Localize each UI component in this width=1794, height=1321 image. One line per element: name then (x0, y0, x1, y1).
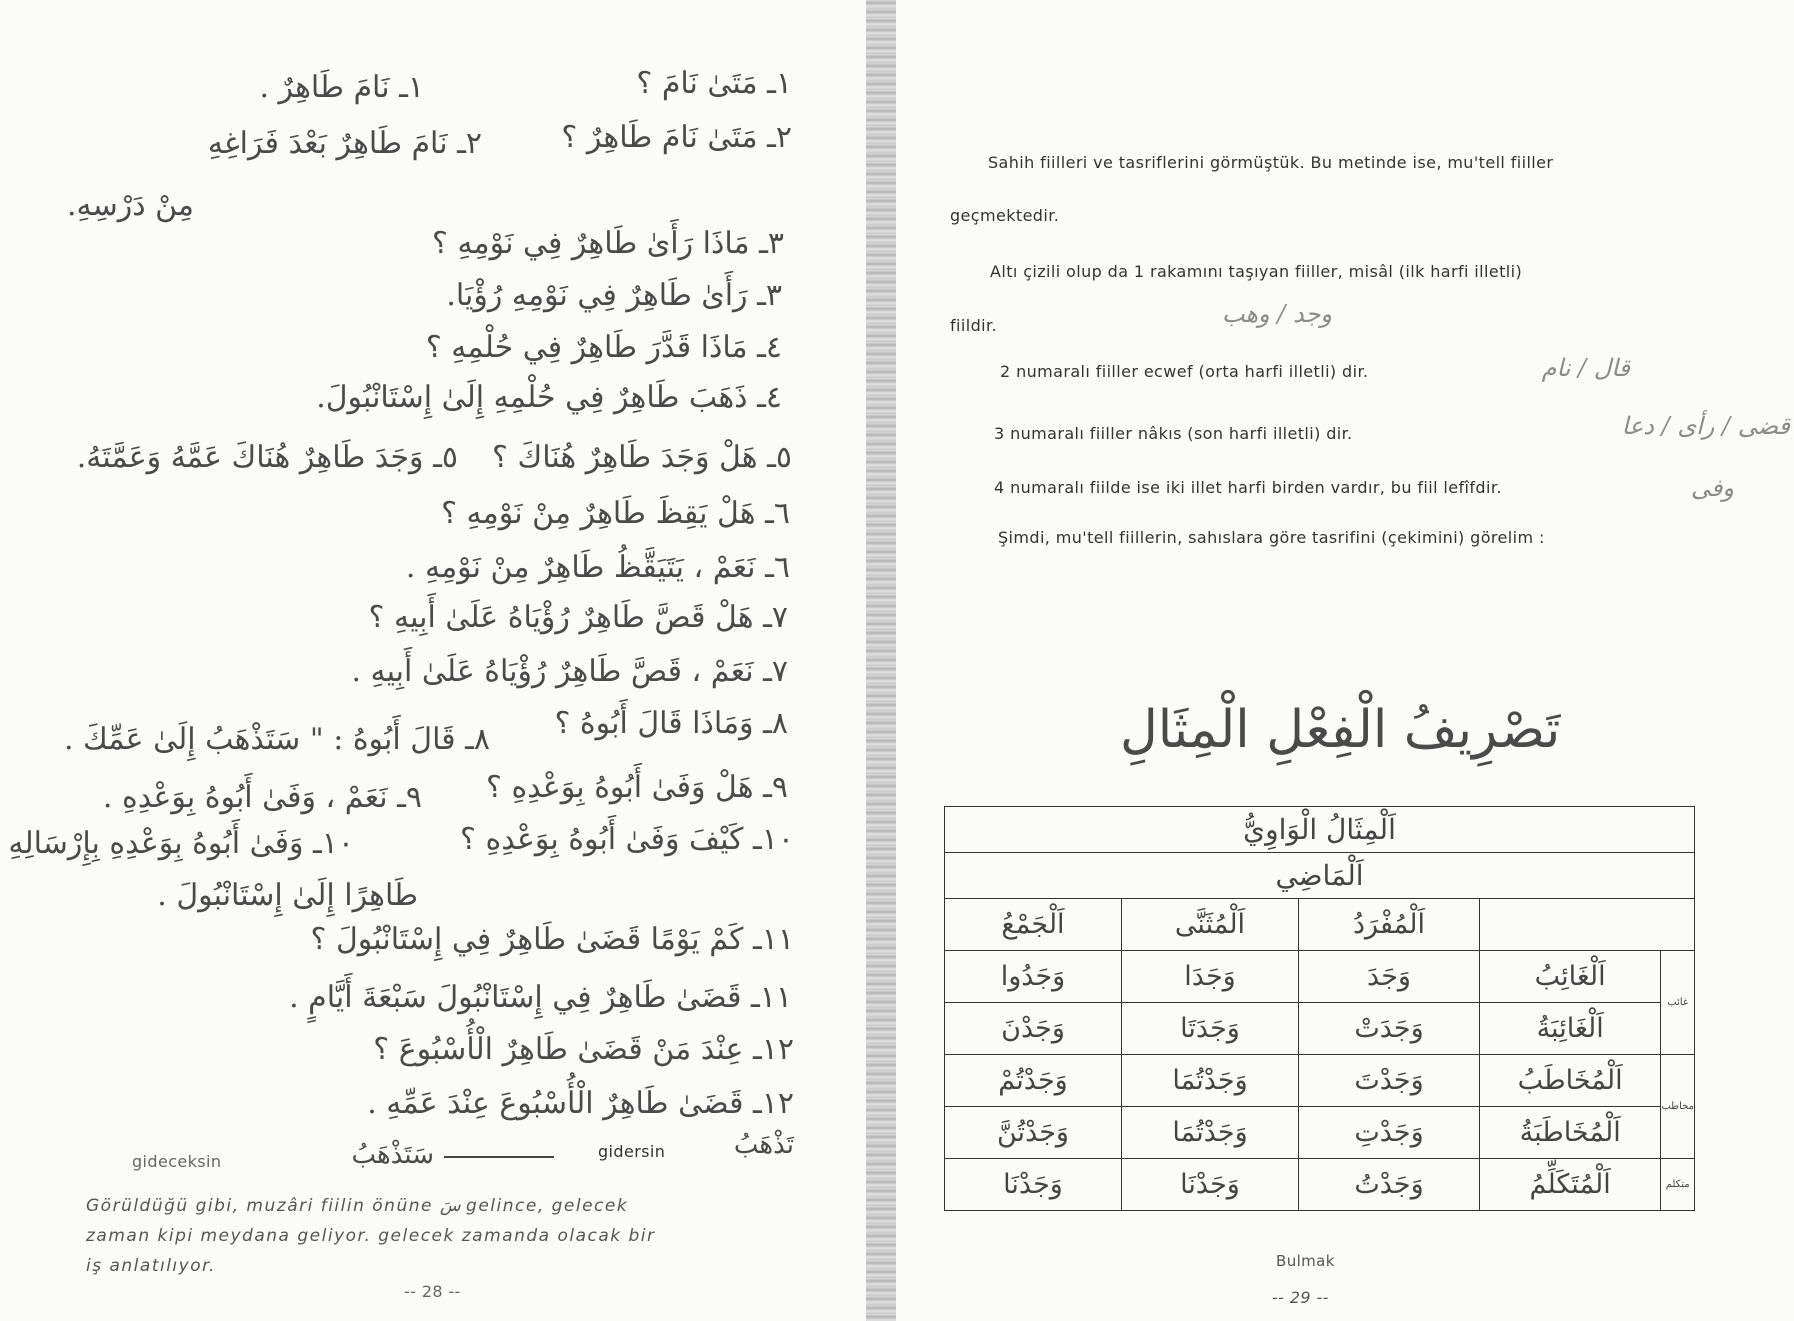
answer-line: ٥ـ وَجَدَ طَاهِرٌ هُنَاكَ عَمَّهُ وَعَمَّتَهُ. (76, 440, 458, 475)
question-line: ١٢ـ عِنْدَ مَنْ قَضَىٰ طَاهِرٌ الْأُسْبُوعَ ؟ (373, 1032, 794, 1067)
column-header-dual: اَلْمُثَنَّى (1122, 899, 1299, 951)
paragraph-line: 4 numaralı fiilde ise iki illet harfi birden vardır, bu fiil lefîfdir. (994, 478, 1502, 497)
page-number-right: -- 29 -- (1272, 1288, 1329, 1307)
table-cell: وَجَدْتُمَا (1122, 1055, 1299, 1107)
answer-line: ٢ـ نَامَ طَاهِرٌ بَعْدَ فَرَاغِهِ (207, 126, 482, 161)
note-line: iş anlatılıyor. (86, 1256, 216, 1276)
answer-line: طَاهِرًا إِلَىٰ إِسْتَانْبُولَ . (157, 878, 418, 913)
note-line: zaman kipi meydana geliyor. gelecek zamanda olacak bir (86, 1226, 656, 1246)
table-cell: وَجَدْتِ (1299, 1107, 1480, 1159)
book-gutter (866, 0, 896, 1321)
table-cell: وَجَدَ (1299, 951, 1480, 1003)
answer-line: ٦ـ نَعَمْ ، يَتَيَقَّظُ طَاهِرٌ مِنْ نَوْمِهِ . (405, 550, 790, 585)
example-word-present: gidersin (598, 1142, 666, 1161)
question-line: ١٠ـ كَيْفَ وَفَىٰ أَبُوهُ بِوَعْدِهِ ؟ (460, 822, 794, 857)
question-line: ٥ـ هَلْ وَجَدَ طَاهِرٌ هُنَاكَ ؟ (492, 440, 792, 475)
answer-line: ١٢ـ قَضَىٰ طَاهِرٌ الْأُسْبُوعَ عِنْدَ عَمِّهِ . (367, 1086, 794, 1121)
question-line: ٣ـ مَاذَا رَأَىٰ طَاهِرٌ فِي نَوْمِهِ ؟ (432, 226, 784, 261)
handwritten-note: قضى / رأى / دعا (1621, 412, 1790, 440)
question-line: ٧ـ هَلْ قَصَّ طَاهِرٌ رُؤْيَاهُ عَلَىٰ أَبِيهِ ؟ (368, 600, 788, 635)
question-line: ٨ـ وَمَاذَا قَالَ أَبُوهُ ؟ (554, 706, 788, 741)
answer-line: ٤ـ ذَهَبَ طَاهِرٌ فِي حُلْمِهِ إِلَىٰ إِسْتَانْبُولَ. (316, 380, 782, 415)
paragraph-line: geçmektedir. (950, 206, 1060, 225)
question-line: ٢ـ مَتَىٰ نَامَ طَاهِرٌ ؟ (561, 120, 792, 155)
answer-line: ١ـ نَامَ طَاهِرٌ . (259, 70, 424, 105)
table-cell: وَجَدَتَا (1122, 1003, 1299, 1055)
person-label: اَلْمُتَكَلِّمُ (1480, 1159, 1661, 1211)
table-heading-category: اَلْمِثَالُ الْوَاوِيُّ (945, 807, 1695, 853)
side-label: متكلم (1661, 1159, 1695, 1211)
side-label: مخاطب (1661, 1055, 1695, 1159)
person-label: اَلْمُخَاطَبَةُ (1480, 1107, 1661, 1159)
example-dash (444, 1156, 554, 1158)
paragraph-line: Altı çizili olup da 1 rakamını taşıyan fiiller, misâl (ilk harfi illetli) (990, 262, 1523, 281)
table-row (945, 1003, 1695, 1055)
handwritten-note: وفى (1690, 474, 1734, 502)
table-row (945, 1107, 1695, 1159)
paragraph-line: Sahih fiilleri ve tasriflerini görmüştük. Bu metinde ise, mu'tell fiiller (988, 153, 1554, 172)
answer-line: ٧ـ نَعَمْ ، قَصَّ طَاهِرٌ رُؤْيَاهُ عَلَىٰ أَبِيهِ . (351, 654, 788, 689)
question-line: ٤ـ مَاذَا قَدَّرَ طَاهِرٌ فِي حُلْمِهِ ؟ (425, 330, 782, 365)
table-cell: وَجَدَا (1122, 951, 1299, 1003)
column-header-plural: اَلْجَمْعُ (945, 899, 1122, 951)
question-line: ١ـ مَتَىٰ نَامَ ؟ (636, 66, 792, 101)
table-cell: وَجَدْتُنَّ (945, 1107, 1122, 1159)
example-arabic-future: سَتَذْهَبُ (351, 1140, 434, 1170)
section-title: تَصْرِيفُ الْفِعْلِ الْمِثَالِ (1120, 700, 1561, 760)
paragraph-line: fiildir. (950, 316, 997, 335)
table-cell: وَجَدْنَ (945, 1003, 1122, 1055)
answer-line: ٨ـ قَالَ أَبُوهُ : " سَتَذْهَبُ إِلَىٰ عَمِّكَ . (63, 722, 490, 757)
handwritten-note: وجد / وهب (1221, 300, 1332, 328)
table-row (945, 1055, 1695, 1107)
table-cell: وَجَدْتُمْ (945, 1055, 1122, 1107)
example-arabic-present: تَذْهَبُ (733, 1130, 794, 1160)
page-number-left: -- 28 -- (404, 1282, 461, 1301)
table-cell: وَجَدْنَا (945, 1159, 1122, 1211)
table-cell: وَجَدْتَ (1299, 1055, 1480, 1107)
paragraph-line: Şimdi, mu'tell fiillerin, sahıslara göre tasrifini (çekimini) görelim : (998, 528, 1545, 547)
table-cell: وَجَدُوا (945, 951, 1122, 1003)
paragraph-line: 3 numaralı fiiller nâkıs (son harfi illetli) dir. (994, 424, 1353, 443)
conjugation-table (944, 806, 1695, 1211)
person-label: اَلْغَائِبُ (1480, 951, 1661, 1003)
table-row (945, 1159, 1695, 1211)
table-cell: وَجَدْتُمَا (1122, 1107, 1299, 1159)
column-header-singular: اَلْمُفْرَدُ (1299, 899, 1480, 951)
question-line: ١١ـ كَمْ يَوْمًا قَضَىٰ طَاهِرٌ فِي إِسْتَانْبُولَ ؟ (310, 922, 794, 957)
answer-line: ٩ـ نَعَمْ ، وَفَىٰ أَبُوهُ بِوَعْدِهِ . (102, 780, 422, 815)
table-caption: Bulmak (1276, 1252, 1335, 1270)
answer-line: ١٠ـ وَفَىٰ أَبُوهُ بِوَعْدِهِ بِإِرْسَالِهِ (8, 826, 354, 861)
note-line: Görüldüğü gibi, muzâri fiilin önüne سَ gelince, gelecek (86, 1196, 629, 1216)
paragraph-line: 2 numaralı fiiller ecwef (orta harfi illetli) dir. (1000, 362, 1369, 381)
answer-line: ١١ـ قَضَىٰ طَاهِرٌ فِي إِسْتَانْبُولَ سَبْعَةَ أَيَّامٍ . (289, 980, 792, 1015)
person-label: اَلْغَائِبَةُ (1480, 1003, 1661, 1055)
table-header-row (945, 899, 1695, 951)
column-header-empty (1480, 899, 1695, 951)
table-cell: وَجَدَتْ (1299, 1003, 1480, 1055)
question-line: ٩ـ هَلْ وَفَىٰ أَبُوهُ بِوَعْدِهِ ؟ (485, 770, 788, 805)
person-label: اَلْمُخَاطَبُ (1480, 1055, 1661, 1107)
table-row (945, 951, 1695, 1003)
example-word-future: gideceksin (132, 1152, 222, 1171)
answer-line: ٣ـ رَأَىٰ طَاهِرٌ فِي نَوْمِهِ رُؤْيَا. (446, 278, 782, 313)
handwritten-note: قال / نام (1541, 354, 1630, 382)
answer-line: مِنْ دَرْسِهِ. (66, 188, 194, 223)
question-line: ٦ـ هَلْ يَقِظَ طَاهِرٌ مِنْ نَوْمِهِ ؟ (441, 496, 790, 531)
table-cell: وَجَدْتُ (1299, 1159, 1480, 1211)
table-cell: وَجَدْنَا (1122, 1159, 1299, 1211)
side-label: غائب (1661, 951, 1695, 1055)
table-heading-tense: اَلْمَاضِي (945, 853, 1695, 899)
